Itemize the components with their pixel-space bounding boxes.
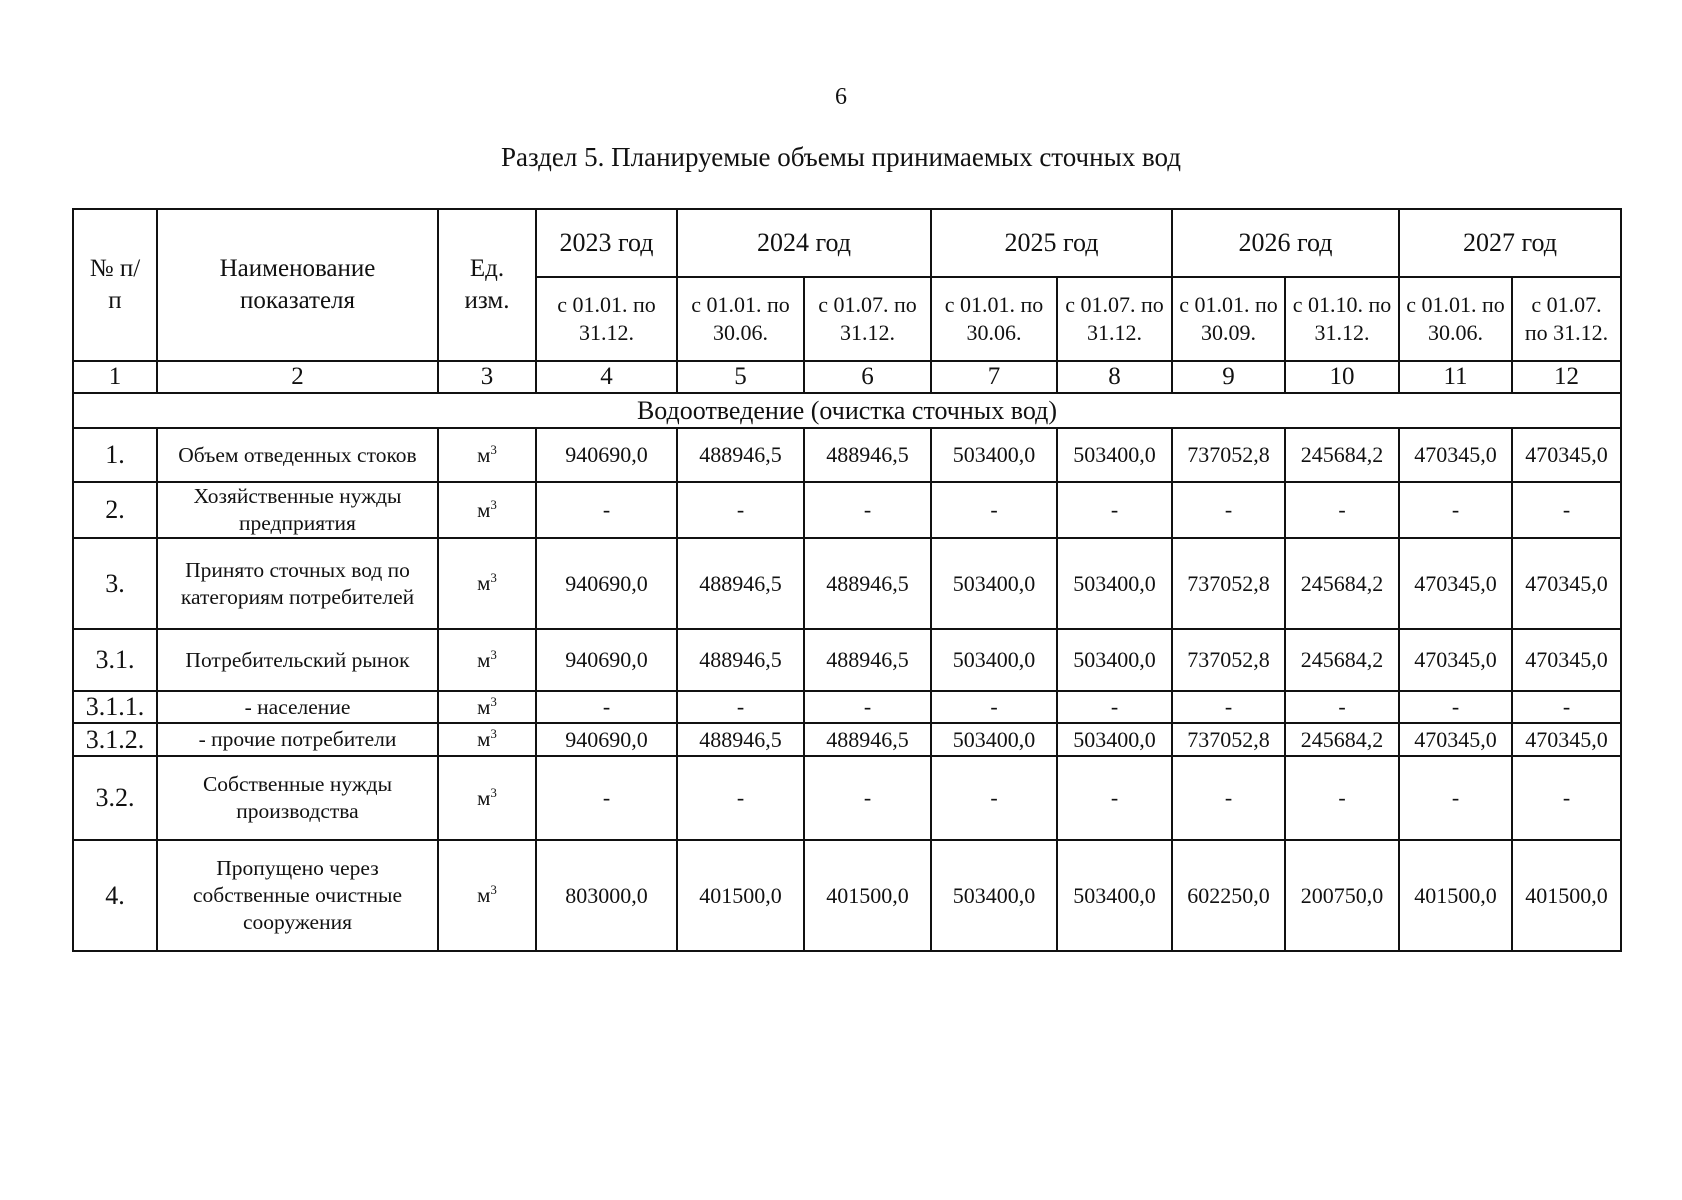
value-cell: 488946,5 <box>804 428 931 482</box>
header-unit: Ед. изм. <box>438 209 536 361</box>
indicator-name: Объем отведенных стоков <box>157 428 438 482</box>
value-cell: 470345,0 <box>1399 629 1512 691</box>
table-row <box>73 691 1621 723</box>
value-cell: 737052,8 <box>1172 428 1285 482</box>
table-row <box>73 629 1621 691</box>
value-cell: 488946,5 <box>804 538 931 629</box>
unit-exponent: 3 <box>490 726 497 741</box>
value-cell: - <box>1057 482 1172 538</box>
value-cell: - <box>804 691 931 723</box>
column-number: 3 <box>438 361 536 393</box>
value-cell: - <box>677 691 804 723</box>
unit-base: м <box>477 694 491 719</box>
value-cell: 503400,0 <box>1057 723 1172 756</box>
unit-exponent: 3 <box>490 496 497 512</box>
unit-exponent: 3 <box>490 570 497 585</box>
value-cell: - <box>1512 482 1621 538</box>
value-cell: 503400,0 <box>1057 840 1172 951</box>
value-cell: 503400,0 <box>1057 629 1172 691</box>
column-number: 6 <box>804 361 931 393</box>
value-cell: 940690,0 <box>536 723 677 756</box>
value-cell: 245684,2 <box>1285 428 1399 482</box>
value-cell: 503400,0 <box>1057 428 1172 482</box>
header-period: с 01.07. по 31.12. <box>804 277 931 361</box>
value-cell: - <box>1172 756 1285 840</box>
unit-base: м <box>477 883 491 907</box>
header-year-2027: 2027 год <box>1399 209 1621 277</box>
value-cell: 488946,5 <box>677 538 804 629</box>
row-number: 3.1. <box>73 629 157 691</box>
header-period: с 01.01. по 31.12. <box>536 277 677 361</box>
value-cell: - <box>804 756 931 840</box>
value-cell: 245684,2 <box>1285 629 1399 691</box>
value-cell: - <box>677 756 804 840</box>
header-period: с 01.01. по 30.06. <box>931 277 1057 361</box>
value-cell: 470345,0 <box>1512 538 1621 629</box>
column-number: 10 <box>1285 361 1399 393</box>
row-number: 3.1.1. <box>73 691 157 723</box>
header-period: с 01.01. по 30.09. <box>1172 277 1285 361</box>
value-cell: 503400,0 <box>931 723 1057 756</box>
value-cell: 470345,0 <box>1399 538 1512 629</box>
value-cell: - <box>804 482 931 538</box>
value-cell: - <box>1285 691 1399 723</box>
value-cell: 602250,0 <box>1172 840 1285 951</box>
unit-exponent: 3 <box>490 646 497 662</box>
value-cell: 470345,0 <box>1512 428 1621 482</box>
indicator-name: Собственные нужды производства <box>157 756 438 840</box>
unit-cell <box>438 538 536 629</box>
unit-cell <box>438 428 536 482</box>
value-cell: - <box>931 482 1057 538</box>
header-name: Наименование показателя <box>157 209 438 361</box>
value-cell: 401500,0 <box>677 840 804 951</box>
value-cell: - <box>677 482 804 538</box>
unit-cell <box>438 691 536 723</box>
unit-exponent: 3 <box>490 441 497 457</box>
unit-cell <box>438 482 536 538</box>
header-year-2024: 2024 год <box>677 209 931 277</box>
value-cell: - <box>1399 482 1512 538</box>
value-cell: 940690,0 <box>536 538 677 629</box>
indicator-name: Принято сточных вод по категориям потребителей <box>157 538 438 629</box>
column-number: 8 <box>1057 361 1172 393</box>
row-number: 1. <box>73 428 157 482</box>
unit-cell <box>438 756 536 840</box>
value-cell: - <box>1057 756 1172 840</box>
header-period: с 01.01. по 30.06. <box>677 277 804 361</box>
table-row <box>73 538 1621 629</box>
row-number: 3.2. <box>73 756 157 840</box>
header-period: с 01.01. по 30.06. <box>1399 277 1512 361</box>
table-row <box>73 428 1621 482</box>
unit-base: м <box>477 497 491 522</box>
value-cell: 488946,5 <box>804 629 931 691</box>
value-cell: 401500,0 <box>1399 840 1512 951</box>
value-cell: 488946,5 <box>677 723 804 756</box>
value-cell: 488946,5 <box>677 629 804 691</box>
value-cell: 470345,0 <box>1512 629 1621 691</box>
unit-cell <box>438 629 536 691</box>
unit-base: м <box>477 442 491 467</box>
column-number: 4 <box>536 361 677 393</box>
indicator-name: - прочие потребители <box>157 723 438 756</box>
unit-exponent: 3 <box>490 784 497 800</box>
column-number: 9 <box>1172 361 1285 393</box>
header-year-2025: 2025 год <box>931 209 1172 277</box>
column-number: 2 <box>157 361 438 393</box>
value-cell: 737052,8 <box>1172 538 1285 629</box>
header-period: с 01.10. по 31.12. <box>1285 277 1399 361</box>
unit-base: м <box>477 571 491 595</box>
value-cell: 803000,0 <box>536 840 677 951</box>
indicator-name: Хозяйственные нужды предприятия <box>157 482 438 538</box>
value-cell: - <box>1172 482 1285 538</box>
planned-volumes-table <box>72 208 1622 952</box>
value-cell: 503400,0 <box>931 428 1057 482</box>
value-cell: - <box>1512 756 1621 840</box>
row-number: 2. <box>73 482 157 538</box>
value-cell: 245684,2 <box>1285 538 1399 629</box>
page-number: 6 <box>835 84 847 110</box>
value-cell: 940690,0 <box>536 629 677 691</box>
value-cell: 401500,0 <box>804 840 931 951</box>
section-title: Раздел 5. Планируемые объемы принимаемых сточных вод <box>500 142 1181 172</box>
indicator-name: Потребительский рынок <box>157 629 438 691</box>
value-cell: 401500,0 <box>1512 840 1621 951</box>
column-number: 5 <box>677 361 804 393</box>
unit-exponent: 3 <box>490 882 497 897</box>
header-period: с 01.07. по 31.12. <box>1512 277 1621 361</box>
value-cell: 470345,0 <box>1512 723 1621 756</box>
header-num: № п/п <box>73 209 157 361</box>
value-cell: - <box>931 756 1057 840</box>
row-number: 3. <box>73 538 157 629</box>
header-year-2026: 2026 год <box>1172 209 1399 277</box>
value-cell: - <box>1399 756 1512 840</box>
value-cell: 503400,0 <box>931 629 1057 691</box>
value-cell: 200750,0 <box>1285 840 1399 951</box>
table-row <box>73 840 1621 951</box>
unit-exponent: 3 <box>490 693 497 709</box>
value-cell: - <box>1285 756 1399 840</box>
value-cell: 488946,5 <box>804 723 931 756</box>
value-cell: 737052,8 <box>1172 629 1285 691</box>
table-row <box>73 482 1621 538</box>
value-cell: 503400,0 <box>931 538 1057 629</box>
unit-cell <box>438 840 536 951</box>
value-cell: 470345,0 <box>1399 428 1512 482</box>
value-cell: 470345,0 <box>1399 723 1512 756</box>
header-period: с 01.07. по 31.12. <box>1057 277 1172 361</box>
column-number: 11 <box>1399 361 1512 393</box>
value-cell: 503400,0 <box>931 840 1057 951</box>
value-cell: - <box>536 482 677 538</box>
value-cell: - <box>1399 691 1512 723</box>
value-cell: 245684,2 <box>1285 723 1399 756</box>
value-cell: - <box>536 691 677 723</box>
row-number: 4. <box>73 840 157 951</box>
column-number: 7 <box>931 361 1057 393</box>
unit-base: м <box>477 647 491 672</box>
indicator-name: - население <box>157 691 438 723</box>
value-cell: - <box>1285 482 1399 538</box>
unit-base: м <box>477 785 491 810</box>
value-cell: - <box>931 691 1057 723</box>
unit-cell <box>438 723 536 756</box>
section-label: Водоотведение (очистка сточных вод) <box>73 393 1621 428</box>
column-number: 1 <box>73 361 157 393</box>
unit-base: м <box>477 727 491 751</box>
indicator-name: Пропущено через собственные очистные сооружения <box>157 840 438 951</box>
value-cell: - <box>536 756 677 840</box>
value-cell: 503400,0 <box>1057 538 1172 629</box>
table-row <box>73 723 1621 756</box>
value-cell: 940690,0 <box>536 428 677 482</box>
header-year-2023: 2023 год <box>536 209 677 277</box>
value-cell: - <box>1172 691 1285 723</box>
value-cell: 488946,5 <box>677 428 804 482</box>
row-number: 3.1.2. <box>73 723 157 756</box>
value-cell: 737052,8 <box>1172 723 1285 756</box>
value-cell: - <box>1057 691 1172 723</box>
column-number: 12 <box>1512 361 1621 393</box>
value-cell: - <box>1512 691 1621 723</box>
table-row <box>73 756 1621 840</box>
